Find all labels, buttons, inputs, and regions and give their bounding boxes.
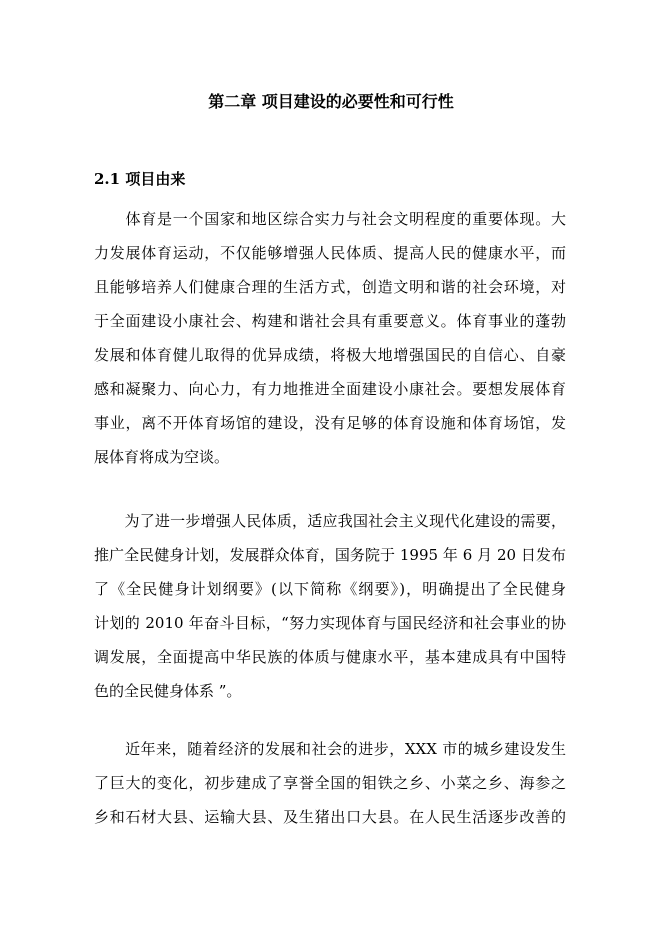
paragraph-line: 力发展体育运动，不仅能够增强人民体质、提高人民的健康水平，而 <box>94 244 566 262</box>
paragraph-line: 体育是一个国家和地区综合实力与社会文明程度的重要体现。大 <box>94 210 566 228</box>
paragraph-2 <box>94 504 566 708</box>
paragraph-line: 发展和体育健儿取得的优异成绩，将极大地增强国民的自信心、自豪 <box>94 346 566 364</box>
paragraph-line: 且能够培养人们健康合理的生活方式，创造文明和谐的社会环境，对 <box>94 278 566 296</box>
paragraph-line: 近年来，随着经济的发展和社会的进步，XXX 市的城乡建设发生 <box>94 740 566 758</box>
paragraph-3 <box>94 732 566 834</box>
chapter-title: 第二章 项目建设的必要性和可行性 <box>208 92 454 111</box>
paragraph-line: 事业，离不开体育场馆的建设，没有足够的体育设施和体育场馆，发 <box>94 414 566 432</box>
paragraph-1 <box>94 202 566 474</box>
paragraph-line: 色的全民健身体系 ”。 <box>94 682 242 700</box>
paragraph-line: 了《全民健身计划纲要》(以下简称《纲要》)，明确提出了全民健身 <box>94 580 566 598</box>
paragraph-line: 计划的 2010 年奋斗目标，“努力实现体育与国民经济和社会事业的协 <box>94 614 566 632</box>
paragraph-line: 调发展，全面提高中华民族的体质与健康水平，基本建成具有中国特 <box>94 648 566 666</box>
paragraph-line: 展体育将成为空谈。 <box>94 448 230 466</box>
paragraph-line: 推广全民健身计划，发展群众体育，国务院于 1995 年 6 月 20 日发布 <box>94 546 566 564</box>
paragraph-line: 于全面建设小康社会、构建和谐社会具有重要意义。体育事业的蓬勃 <box>94 312 566 330</box>
paragraph-line: 为了进一步增强人民体质，适应我国社会主义现代化建设的需要， <box>94 512 566 530</box>
section-heading: 2.1 项目由来 <box>94 170 186 188</box>
paragraph-line: 了巨大的变化，初步建成了享誉全国的钼铁之乡、小菜之乡、海参之 <box>94 774 566 792</box>
paragraph-line: 感和凝聚力、向心力，有力地推进全面建设小康社会。要想发展体育 <box>94 380 566 398</box>
paragraph-line: 乡和石材大县、运输大县、及生猪出口大县。在人民生活逐步改善的 <box>94 808 566 826</box>
